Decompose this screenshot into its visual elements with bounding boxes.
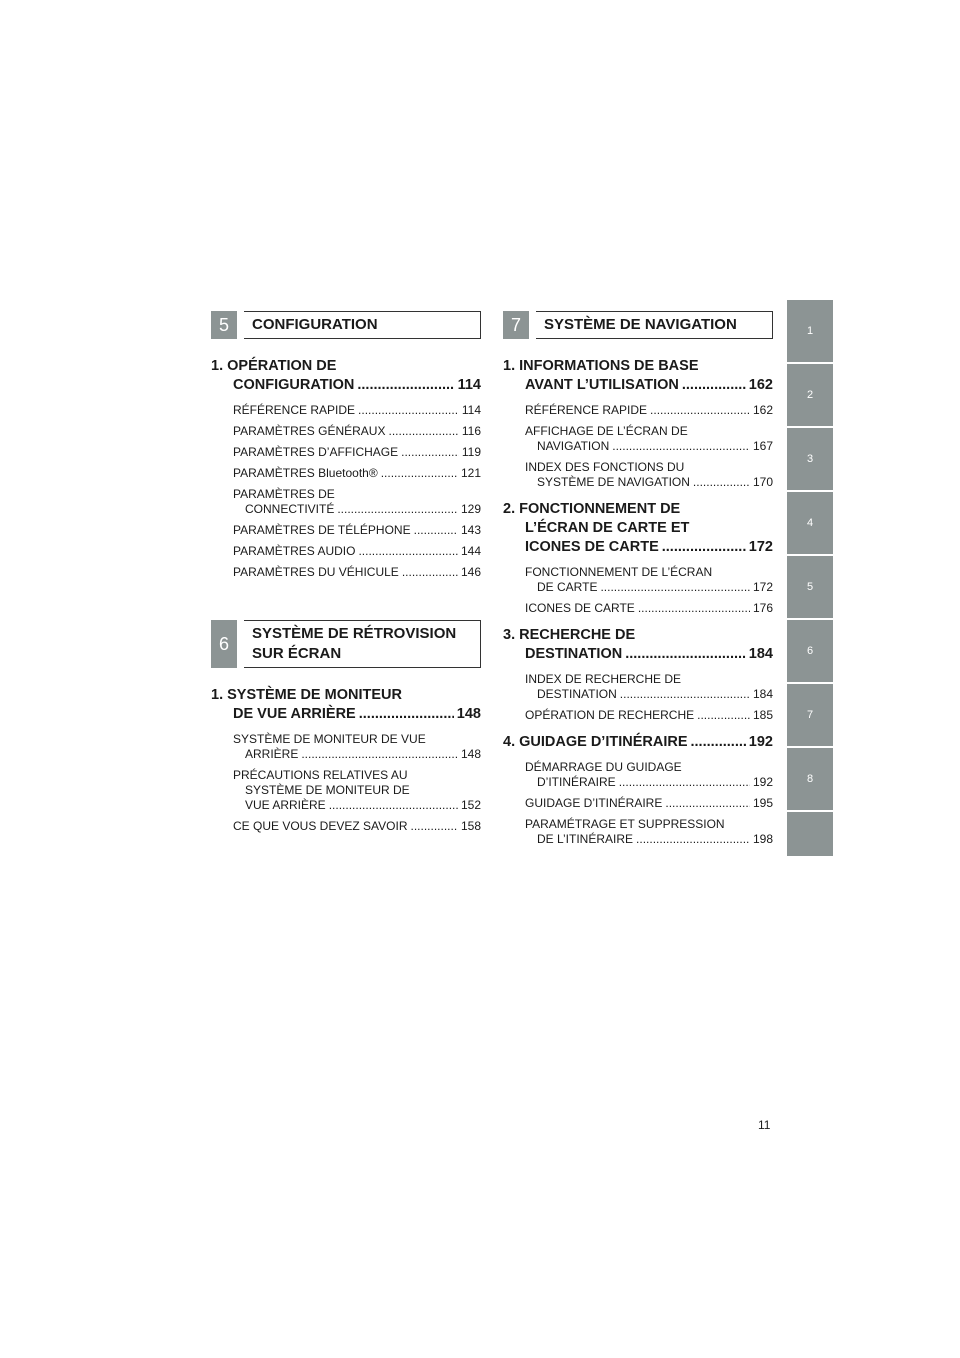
section-number: 7	[503, 311, 529, 339]
toc-item-row	[525, 832, 773, 847]
toc-item-line: CONNECTIVITÉ	[245, 502, 335, 516]
chapter-tab-1[interactable]: 1	[787, 300, 833, 362]
chapter-page-number: 184	[748, 646, 773, 662]
toc-item-line: SYSTÈME DE NAVIGATION	[537, 475, 690, 489]
toc-item-line: PARAMÈTRES D’AFFICHAGE	[233, 445, 399, 459]
toc-item-line: NAVIGATION	[537, 439, 610, 453]
toc-item-page-number: 129	[460, 502, 481, 516]
leader-dots	[650, 403, 750, 418]
toc-item[interactable]	[233, 544, 481, 559]
toc-item-line: GUIDAGE D’ITINÉRAIRE	[525, 796, 663, 810]
toc-item-line: VUE ARRIÈRE	[245, 798, 326, 812]
toc-item-row	[233, 466, 481, 481]
toc-item-page-number: 167	[752, 439, 773, 453]
toc-item-page-number: 172	[752, 580, 773, 594]
leader-dots	[625, 645, 746, 664]
toc-item-row	[525, 687, 773, 702]
toc-item-line: PARAMÉTRAGE ET SUPPRESSION	[525, 817, 725, 831]
chapter-items	[525, 760, 773, 847]
chapter-page-number: 172	[748, 539, 773, 555]
chapter-tab-2[interactable]: 2	[787, 364, 833, 426]
leader-dots	[665, 796, 750, 811]
chapter-title-row	[503, 645, 773, 664]
chapter-block	[503, 500, 773, 616]
chapter-title-line: ICONES DE CARTE	[525, 539, 659, 555]
toc-item-page-number: 176	[752, 601, 773, 615]
chapter-tab-5[interactable]: 5	[787, 556, 833, 618]
toc-item-row	[233, 544, 481, 559]
toc-item[interactable]	[525, 403, 773, 418]
toc-item[interactable]	[525, 460, 773, 490]
chapter-title-row	[503, 376, 773, 395]
chapter-title-line: 4. GUIDAGE D’ITINÉRAIRE	[503, 734, 688, 750]
toc-item-line: PARAMÈTRES GÉNÉRAUX	[233, 424, 386, 438]
chapter-title[interactable]	[503, 357, 773, 395]
chapter-title-line: CONFIGURATION	[233, 377, 355, 393]
toc-item-page-number: 198	[752, 832, 773, 846]
toc-item-row	[525, 775, 773, 790]
toc-item-line: AFFICHAGE DE L’ÉCRAN DE	[525, 424, 688, 438]
chapter-tab-6[interactable]: 6	[787, 620, 833, 682]
section-title: SYSTÈME DE RÉTROVISION SUR ÉCRAN	[244, 620, 481, 668]
chapter-title-line: L’ÉCRAN DE CARTE ET	[525, 520, 690, 536]
chapter-block	[503, 733, 773, 847]
chapter-tabs	[787, 300, 833, 858]
leader-dots	[414, 523, 458, 538]
section-header-7	[503, 311, 773, 339]
toc-item[interactable]	[233, 403, 481, 418]
leader-dots	[301, 747, 458, 762]
right-column	[503, 311, 773, 857]
toc-item-page-number: 158	[460, 819, 481, 833]
toc-item-row	[525, 708, 773, 723]
chapter-title[interactable]	[211, 686, 481, 724]
toc-item[interactable]	[233, 819, 481, 834]
chapter-page-number: 114	[457, 377, 481, 393]
toc-item-line: INDEX DES FONCTIONS DU	[525, 460, 685, 474]
chapter-title-line: 3. RECHERCHE DE	[503, 627, 636, 643]
toc-item-row	[233, 502, 481, 517]
toc-item-row	[233, 747, 481, 762]
chapter-tab-blank[interactable]	[787, 812, 833, 856]
toc-item-line: ICONES DE CARTE	[525, 601, 635, 615]
toc-item-line: CE QUE VOUS DEVEZ SAVOIR	[233, 819, 408, 833]
toc-item-line: PARAMÈTRES DU VÉHICULE	[233, 565, 399, 579]
toc-item-page-number: 119	[461, 445, 481, 459]
leader-dots	[662, 538, 746, 557]
chapter-tab-7[interactable]: 7	[787, 684, 833, 746]
chapter-title[interactable]	[503, 733, 773, 752]
toc-item-line: SYSTÈME DE MONITEUR DE	[245, 783, 410, 797]
toc-item-line: RÉFÉRENCE RAPIDE	[525, 403, 648, 417]
section-title: SYSTÈME DE NAVIGATION	[536, 311, 773, 339]
toc-item-row	[233, 403, 481, 418]
chapter-items	[525, 672, 773, 723]
chapter-title-line: DESTINATION	[525, 646, 623, 662]
toc-item-row	[233, 798, 481, 813]
section-header-6	[211, 620, 481, 668]
toc-item-line: DE CARTE	[537, 580, 598, 594]
chapter-title[interactable]	[211, 357, 481, 395]
toc-item-page-number: 195	[752, 796, 773, 810]
toc-item-line: PARAMÈTRES DE	[233, 487, 335, 501]
toc-item[interactable]	[525, 424, 773, 454]
leader-dots	[381, 466, 458, 481]
leader-dots	[358, 403, 459, 418]
toc-item-line: DE L’ITINÉRAIRE	[537, 832, 634, 846]
leader-dots	[357, 376, 454, 395]
section-title: CONFIGURATION	[244, 311, 481, 339]
toc-item-line: D’ITINÉRAIRE	[537, 775, 616, 789]
toc-item-row	[525, 601, 773, 616]
toc-item-row	[233, 424, 481, 439]
toc-item-row	[525, 580, 773, 595]
chapter-block	[503, 626, 773, 723]
toc-item-page-number: 148	[460, 747, 481, 761]
toc-item-row	[525, 475, 773, 490]
toc-item[interactable]	[233, 565, 481, 580]
leader-dots	[682, 376, 746, 395]
leader-dots	[612, 439, 750, 454]
chapter-page-number: 192	[748, 734, 773, 750]
toc-item[interactable]	[233, 445, 481, 460]
chapter-title-line: 1. SYSTÈME DE MONITEUR	[211, 687, 402, 703]
toc-item-line: FONCTIONNEMENT DE L’ÉCRAN	[525, 565, 713, 579]
toc-item-row	[525, 403, 773, 418]
chapter-items	[233, 403, 481, 580]
chapter-title-line: 2. FONCTIONNEMENT DE	[503, 501, 681, 517]
toc-item-line: PARAMÈTRES DE TÉLÉPHONE	[233, 523, 411, 537]
toc-item-line: PARAMÈTRES Bluetooth®	[233, 466, 378, 480]
toc-item-page-number: 170	[752, 475, 773, 489]
toc-item[interactable]	[525, 796, 773, 811]
toc-item-row	[233, 565, 481, 580]
toc-item-page-number: 143	[460, 523, 481, 537]
toc-item-page-number: 121	[460, 466, 481, 480]
toc-item[interactable]	[525, 817, 773, 847]
leader-dots	[600, 580, 750, 595]
toc-item-line: INDEX DE RECHERCHE DE	[525, 672, 682, 686]
chapter-title-line: DE VUE ARRIÈRE	[233, 706, 356, 722]
toc-item-line: DÉMARRAGE DU GUIDAGE	[525, 760, 682, 774]
leader-dots	[358, 544, 458, 559]
page-number: 11	[758, 1118, 771, 1132]
chapter-tab-8[interactable]: 8	[787, 748, 833, 810]
leader-dots	[619, 775, 750, 790]
toc-item-row	[233, 445, 481, 460]
toc-item-line: RÉFÉRENCE RAPIDE	[233, 403, 356, 417]
toc-item-row	[233, 819, 481, 834]
chapter-title-line: 1. INFORMATIONS DE BASE	[503, 358, 699, 374]
section-header-5	[211, 311, 481, 339]
toc-item-line: OPÉRATION DE RECHERCHE	[525, 708, 695, 722]
toc-item[interactable]	[233, 768, 481, 813]
chapter-title-row	[211, 376, 481, 395]
toc-item-row	[525, 796, 773, 811]
leader-dots	[388, 424, 458, 439]
chapter-page-number: 148	[456, 706, 481, 722]
leader-dots	[337, 502, 458, 517]
chapter-items	[233, 732, 481, 834]
toc-item-page-number: 185	[752, 708, 773, 722]
leader-dots	[636, 832, 750, 847]
chapter-title[interactable]	[503, 500, 773, 557]
toc-item[interactable]	[525, 565, 773, 595]
leader-dots	[402, 565, 458, 580]
chapter-page-number: 162	[748, 377, 773, 393]
leader-dots	[359, 705, 454, 724]
toc-item-line: PARAMÈTRES AUDIO	[233, 544, 356, 558]
chapter-title-row	[503, 733, 773, 752]
toc-item-page-number: 152	[460, 798, 481, 812]
leader-dots	[638, 601, 750, 616]
leader-dots	[693, 475, 750, 490]
chapter-items	[525, 403, 773, 490]
toc-item-page-number: 184	[752, 687, 773, 701]
toc-item[interactable]	[233, 523, 481, 538]
toc-item[interactable]	[525, 672, 773, 702]
toc-item-page-number: 146	[460, 565, 481, 579]
leader-dots	[401, 445, 459, 460]
chapter-title-line: 1. OPÉRATION DE	[211, 358, 337, 374]
leader-dots	[697, 708, 750, 723]
chapter-title-line: AVANT L’UTILISATION	[525, 377, 679, 393]
toc-item-page-number: 116	[461, 424, 481, 438]
toc-item[interactable]	[233, 487, 481, 517]
toc-item-line: ARRIÈRE	[245, 747, 299, 761]
chapter-block	[503, 357, 773, 490]
leader-dots	[329, 798, 458, 813]
chapter-block	[211, 686, 481, 834]
chapter-items	[525, 565, 773, 616]
toc-item-line: SYSTÈME DE MONITEUR DE VUE	[233, 732, 426, 746]
chapter-title[interactable]	[503, 626, 773, 664]
toc-item[interactable]	[525, 760, 773, 790]
leader-dots	[620, 687, 750, 702]
toc-item[interactable]	[233, 732, 481, 762]
toc-item-page-number: 192	[752, 775, 773, 789]
toc-item-page-number: 114	[461, 403, 481, 417]
chapter-title-row	[211, 705, 481, 724]
left-column	[211, 311, 481, 844]
toc-item-row	[233, 523, 481, 538]
leader-dots	[691, 733, 746, 752]
toc-item-line: PRÉCAUTIONS RELATIVES AU	[233, 768, 408, 782]
section-number: 6	[211, 620, 237, 668]
toc-item-page-number: 162	[752, 403, 773, 417]
leader-dots	[410, 819, 457, 834]
toc-item-row	[525, 439, 773, 454]
toc-item-line: DESTINATION	[537, 687, 617, 701]
toc-item[interactable]	[233, 466, 481, 481]
section-number: 5	[211, 311, 237, 339]
toc-item[interactable]	[233, 424, 481, 439]
toc-item-page-number: 144	[460, 544, 481, 558]
chapter-tab-4[interactable]: 4	[787, 492, 833, 554]
toc-item[interactable]	[525, 601, 773, 616]
chapter-title-row	[503, 538, 773, 557]
chapter-tab-3[interactable]: 3	[787, 428, 833, 490]
chapter-block	[211, 357, 481, 580]
toc-item[interactable]	[525, 708, 773, 723]
section-spacer	[211, 590, 481, 620]
